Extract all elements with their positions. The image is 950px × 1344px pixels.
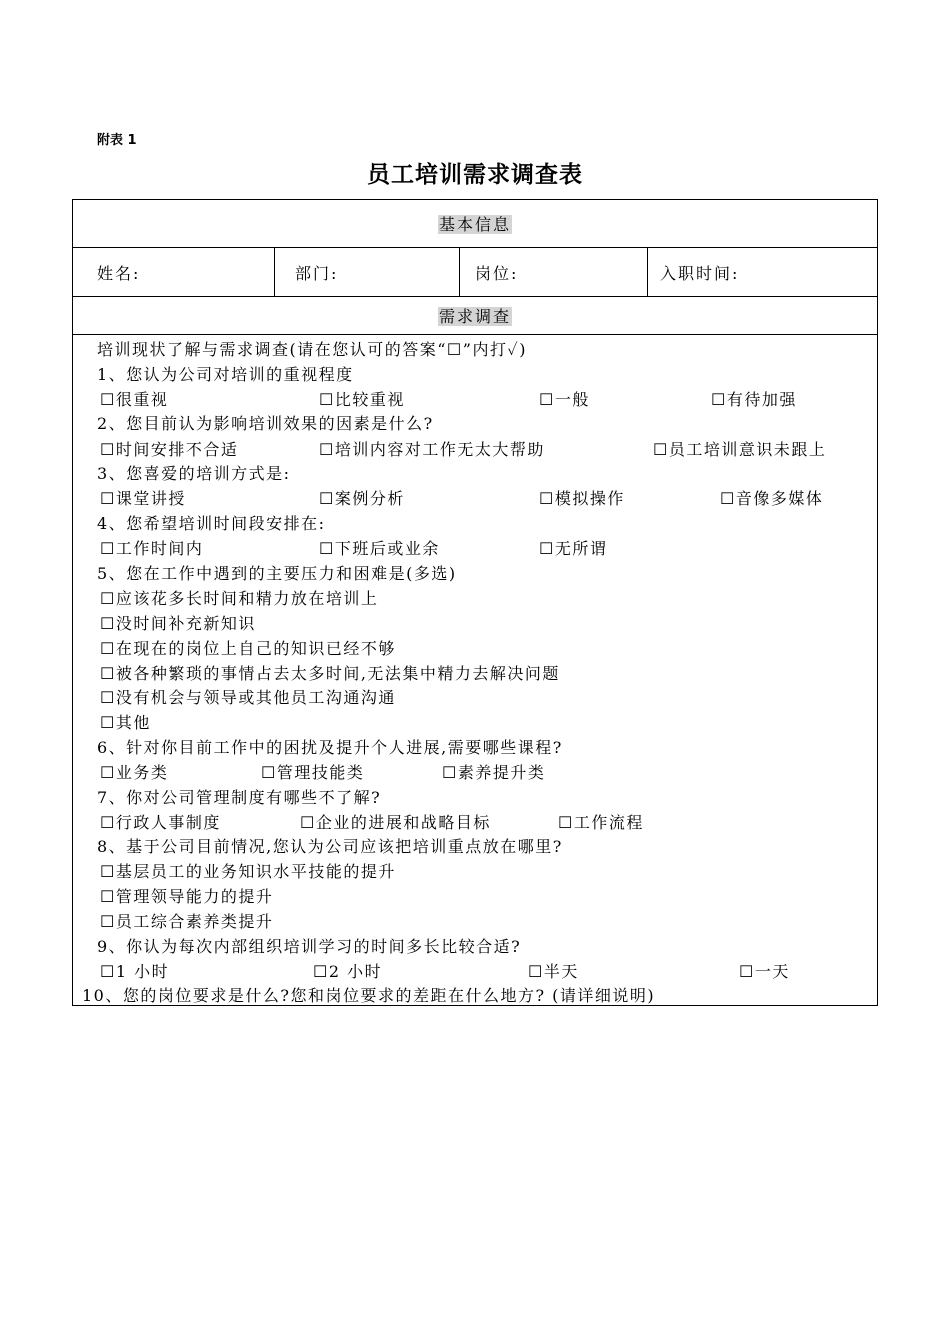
- q8-option-3[interactable]: ☐员工综合素养类提升: [100, 912, 274, 931]
- cell-divider: [647, 248, 648, 296]
- q6-option-business[interactable]: ☐业务类: [100, 763, 169, 782]
- q2-option-time[interactable]: ☐时间安排不合适: [100, 440, 239, 459]
- q3-option-case-study[interactable]: ☐案例分析: [319, 489, 405, 508]
- survey-form-table: [72, 199, 878, 1006]
- survey-heading: [73, 304, 877, 327]
- question-7: 7、你对公司管理制度有哪些不了解?: [97, 788, 382, 807]
- q9-option-1-hour[interactable]: ☐1 小时: [100, 962, 170, 981]
- q5-option-4[interactable]: ☐被各种繁琐的事情占去太多时间,无法集中精力去解决问题: [100, 664, 560, 683]
- q4-option-no-preference[interactable]: ☐无所谓: [539, 539, 608, 558]
- q4-option-work-hours[interactable]: ☐工作时间内: [100, 539, 204, 558]
- cell-divider: [274, 248, 275, 296]
- row-divider: [73, 247, 877, 248]
- q1-option-fairly-important[interactable]: ☐比较重视: [319, 390, 405, 409]
- question-5: 5、您在工作中遇到的主要压力和困难是(多选): [97, 564, 457, 583]
- q4-option-after-work[interactable]: ☐下班后或业余: [319, 539, 440, 558]
- q2-option-awareness[interactable]: ☐员工培训意识未跟上: [653, 440, 827, 459]
- survey-intro: 培训现状了解与需求调查(请在您认可的答案“☐”内打✓): [97, 340, 528, 359]
- q5-option-2[interactable]: ☐没时间补充新知识: [100, 614, 256, 633]
- q7-option-workflow[interactable]: ☐工作流程: [558, 813, 644, 832]
- q1-option-very-important[interactable]: ☐很重视: [100, 390, 169, 409]
- q3-option-multimedia[interactable]: ☐音像多媒体: [720, 489, 824, 508]
- q1-option-average[interactable]: ☐一般: [539, 390, 590, 409]
- basic-info-heading: [73, 212, 877, 235]
- q3-option-lecture[interactable]: ☐课堂讲授: [100, 489, 186, 508]
- q8-option-1[interactable]: ☐基层员工的业务知识水平技能的提升: [100, 862, 396, 881]
- question-9: 9、你认为每次内部组织培训学习的时间多长比较合适?: [97, 937, 522, 956]
- join-date-field-label[interactable]: 入职时间:: [660, 264, 740, 283]
- q7-option-hr-policy[interactable]: ☐行政人事制度: [100, 813, 221, 832]
- q5-option-1[interactable]: ☐应该花多长时间和精力放在培训上: [100, 589, 379, 608]
- q9-option-one-day[interactable]: ☐一天: [739, 962, 790, 981]
- row-divider: [73, 334, 877, 335]
- q3-option-simulation[interactable]: ☐模拟操作: [539, 489, 625, 508]
- q2-option-content[interactable]: ☐培训内容对工作无太大帮助: [319, 440, 545, 459]
- q9-option-2-hours[interactable]: ☐2 小时: [313, 962, 383, 981]
- question-4: 4、您希望培训时间段安排在:: [97, 514, 326, 533]
- q6-option-quality[interactable]: ☐素养提升类: [442, 763, 546, 782]
- q5-option-other[interactable]: ☐其他: [100, 713, 151, 732]
- form-title: 员工培训需求调查表: [367, 162, 583, 188]
- survey-heading-text: 需求调查: [438, 307, 511, 326]
- question-6: 6、针对你目前工作中的困扰及提升个人进展,需要哪些课程?: [97, 738, 563, 757]
- q1-option-needs-improvement[interactable]: ☐有待加强: [711, 390, 797, 409]
- basic-info-heading-text: 基本信息: [438, 215, 511, 234]
- cell-divider: [459, 248, 460, 296]
- q7-option-strategy[interactable]: ☐企业的进展和战略目标: [300, 813, 491, 832]
- question-1: 1、您认为公司对培训的重视程度: [97, 365, 354, 384]
- q5-option-3[interactable]: ☐在现在的岗位上自己的知识已经不够: [100, 639, 396, 658]
- question-10[interactable]: 10、您的岗位要求是什么?您和岗位要求的差距在什么地方? (请详细说明): [82, 986, 656, 1005]
- q9-option-half-day[interactable]: ☐半天: [528, 962, 579, 981]
- question-3: 3、您喜爱的培训方式是:: [97, 464, 291, 483]
- question-8: 8、基于公司目前情况,您认为公司应该把培训重点放在哪里?: [97, 837, 563, 856]
- position-field-label[interactable]: 岗位:: [475, 264, 519, 283]
- department-field-label[interactable]: 部门:: [295, 264, 339, 283]
- q6-option-management[interactable]: ☐管理技能类: [261, 763, 365, 782]
- q8-option-2[interactable]: ☐管理领导能力的提升: [100, 887, 274, 906]
- row-divider: [73, 296, 877, 297]
- annex-label: 附表 1: [97, 133, 137, 148]
- name-field-label[interactable]: 姓名:: [97, 264, 141, 283]
- q5-option-5[interactable]: ☐没有机会与领导或其他员工沟通沟通: [100, 688, 396, 707]
- question-2: 2、您目前认为影响培训效果的因素是什么?: [97, 414, 434, 433]
